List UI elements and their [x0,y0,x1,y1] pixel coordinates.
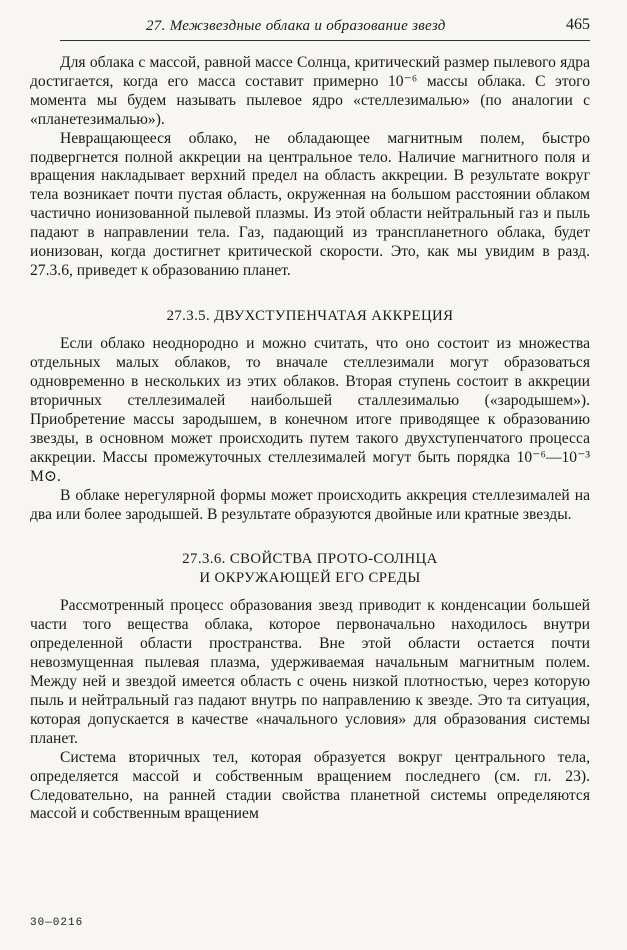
page-body [30,54,590,824]
running-header [60,14,590,41]
chapter-title: 27. Межзвездные облака и образование звезд [146,18,446,34]
section-heading [30,550,590,587]
section-heading: 27.3.5. ДВУХСТУПЕНЧАТАЯ АККРЕЦИЯ [166,307,454,324]
section-heading-line: И ОКРУЖАЮЩЕЙ ЕГО СРЕДЫ [199,569,421,586]
paragraph: Невращающееся облако, не обладающее магнитным полем, быстро подвергнется полной аккреции на центральное тело. Наличие магнитного поля и вращения накладывает верхний предел на область аккреции. В результате вокруг тела возникает почти пустая область, окруженная на большом расстоянии облаком частично ионизованной пылевой плазмы. Из этой области нейтральный газ и пыль падают в направлении тела. Газ, падающий из транспланетного облака, будет ионизован, когда достигнет критической скорости. Это, как мы увидим в разд. 27.3.6, приведет к образованию планет. [30,129,590,279]
paragraph: Рассмотренный процесс образования звезд приводит к конденсации большей части того вещества облака, которое первоначально находилось внутри определенной области пространства. Вне этой области остается почти невозмущенная пылевая плазма, удерживаемая начальным магнитным полем. Между ней и звездой имеется область с очень низкой плотностью, через которую пыль и нейтральный газ падают внутрь по направлению к звезде. Это та ситуация, которая допускается в качестве «начального условия» для образования системы планет. [30,597,590,747]
paragraph: В облаке нерегулярной формы может происходить аккреция стеллезималей на два или более зародышей. В результате образуются двойные или кратные звезды. [30,486,590,523]
paragraph: Если облако неоднородно и можно считать, что оно состоит из множества отдельных малых облаков, то вначале стеллезимали могут образоваться одновременно в нескольких из этих облаков. Вторая ступень состоит в аккреции вторичных стеллезималей наибольшей сталлезималью («зародышем»). Приобретение массы зародышем, в конечном итоге приводящее к образованию звезды, в основном может происходить путем такого двухступенчатого процесса аккреции. Массы промежуточных стеллезималей могут быть порядка 10⁻⁶—10⁻³ M⊙. [30,335,590,485]
signature-mark: 30—0216 [30,917,84,929]
page-number: 465 [566,16,590,33]
section-heading-line: 27.3.6. СВОЙСТВА ПРОТО-СОЛНЦА [182,551,438,568]
paragraph: Для облака с массой, равной массе Солнца, критический размер пылевого ядра достигается, когда его масса составит примерно 10⁻⁶ массы облака. С этого момента мы будем называть пылевое ядро «стеллезималью» (по аналогии с «планетезималью»). [30,54,590,128]
paragraph: Система вторичных тел, которая образуется вокруг центрального тела, определяется массой и собственным вращением последнего (см. гл. 23). Следовательно, на ранней стадии свойства планетной системы определяются массой и собственным вращением [30,748,590,823]
